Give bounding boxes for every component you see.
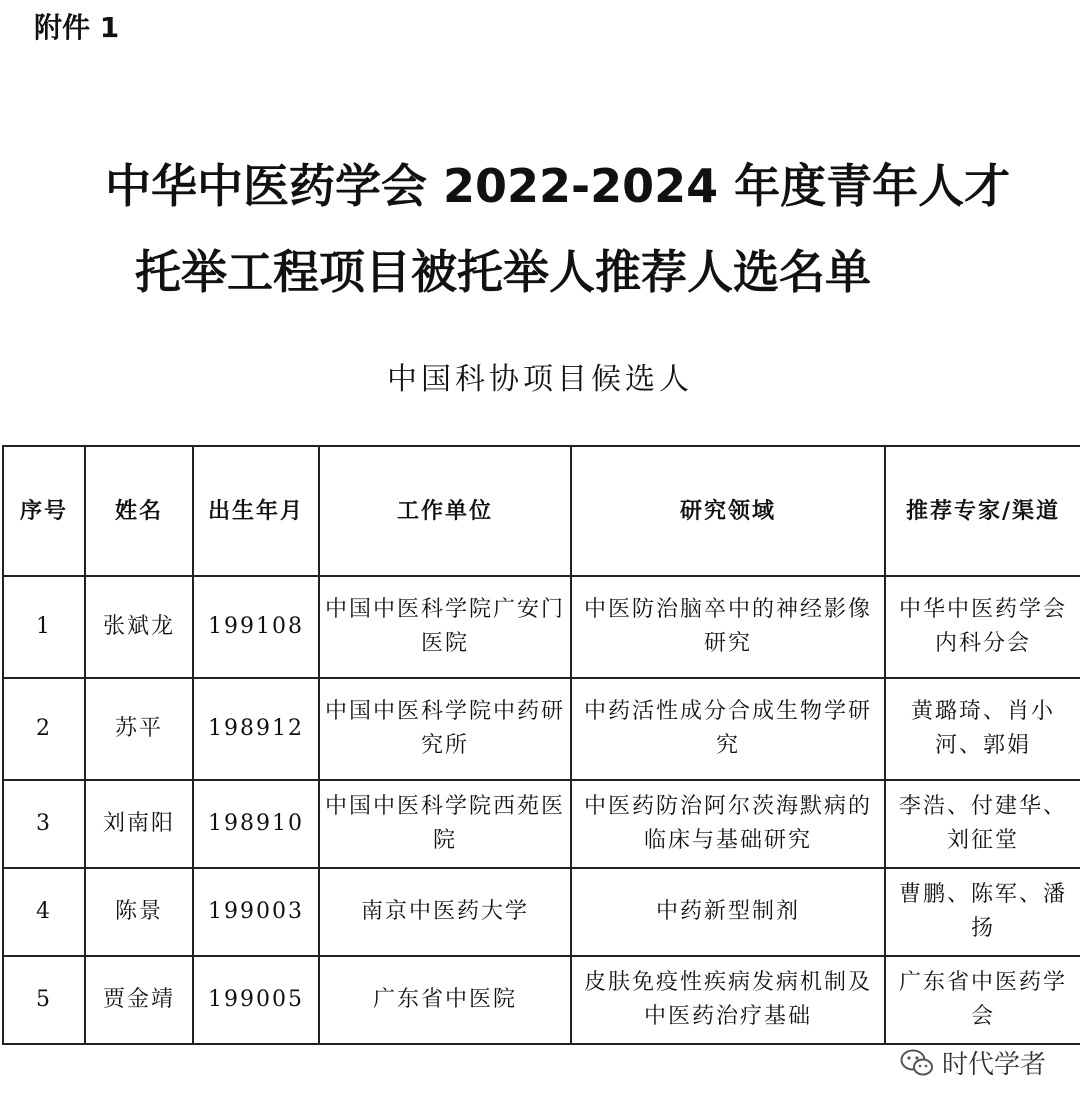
cell-field: 中药新型制剂 [571,868,885,956]
header-unit: 工作单位 [319,446,571,576]
header-recommender: 推荐专家/渠道 [885,446,1080,576]
cell-recommender: 中华中医药学会内科分会 [885,576,1080,678]
table-row [3,576,1080,678]
cell-field: 中医药防治阿尔茨海默病的临床与基础研究 [571,780,885,868]
cell-unit: 中国中医科学院西苑医院 [319,780,571,868]
cell-recommender: 广东省中医药学会 [885,956,1080,1044]
table-header-row [3,446,1080,576]
cell-index: 3 [3,780,85,868]
cell-index: 5 [3,956,85,1044]
cell-field: 皮肤免疫性疾病发病机制及中医药治疗基础 [571,956,885,1044]
cell-unit: 中国中医科学院中药研究所 [319,678,571,780]
table-row [3,956,1080,1044]
document-title-line-2: 托举工程项目被托举人推荐人选名单 [135,245,871,299]
cell-name: 刘南阳 [85,780,193,868]
header-birth: 出生年月 [193,446,319,576]
table-row [3,868,1080,956]
cell-unit: 南京中医药大学 [319,868,571,956]
cell-field: 中医防治脑卒中的神经影像研究 [571,576,885,678]
cell-birth: 198912 [193,678,319,780]
cell-recommender: 黄璐琦、肖小河、郭娟 [885,678,1080,780]
cell-name: 陈景 [85,868,193,956]
header-field: 研究领域 [571,446,885,576]
header-index: 序号 [3,446,85,576]
cell-recommender: 李浩、付建华、刘征堂 [885,780,1080,868]
cell-name: 张斌龙 [85,576,193,678]
cell-index: 4 [3,868,85,956]
wechat-icon [900,1048,934,1078]
cell-birth: 199003 [193,868,319,956]
cell-name: 贾金靖 [85,956,193,1044]
cell-unit: 中国中医科学院广安门医院 [319,576,571,678]
section-subtitle: 中国科协项目候选人 [387,362,693,397]
table-row [3,678,1080,780]
cell-field: 中药活性成分合成生物学研究 [571,678,885,780]
cell-birth: 199005 [193,956,319,1044]
cell-unit: 广东省中医院 [319,956,571,1044]
cell-index: 2 [3,678,85,780]
cell-name: 苏平 [85,678,193,780]
watermark [900,1044,1046,1081]
cell-birth: 199108 [193,576,319,678]
cell-index: 1 [3,576,85,678]
watermark-text: 时代学者 [941,1050,1046,1080]
attachment-label: 附件 1 [34,11,120,44]
cell-birth: 198910 [193,780,319,868]
cell-recommender: 曹鹏、陈军、潘扬 [885,868,1080,956]
header-name: 姓名 [85,446,193,576]
candidate-table [2,445,1080,1045]
table-row [3,780,1080,868]
document-title-line-1: 中华中医药学会 2022-2024 年度青年人才 [105,159,1011,213]
